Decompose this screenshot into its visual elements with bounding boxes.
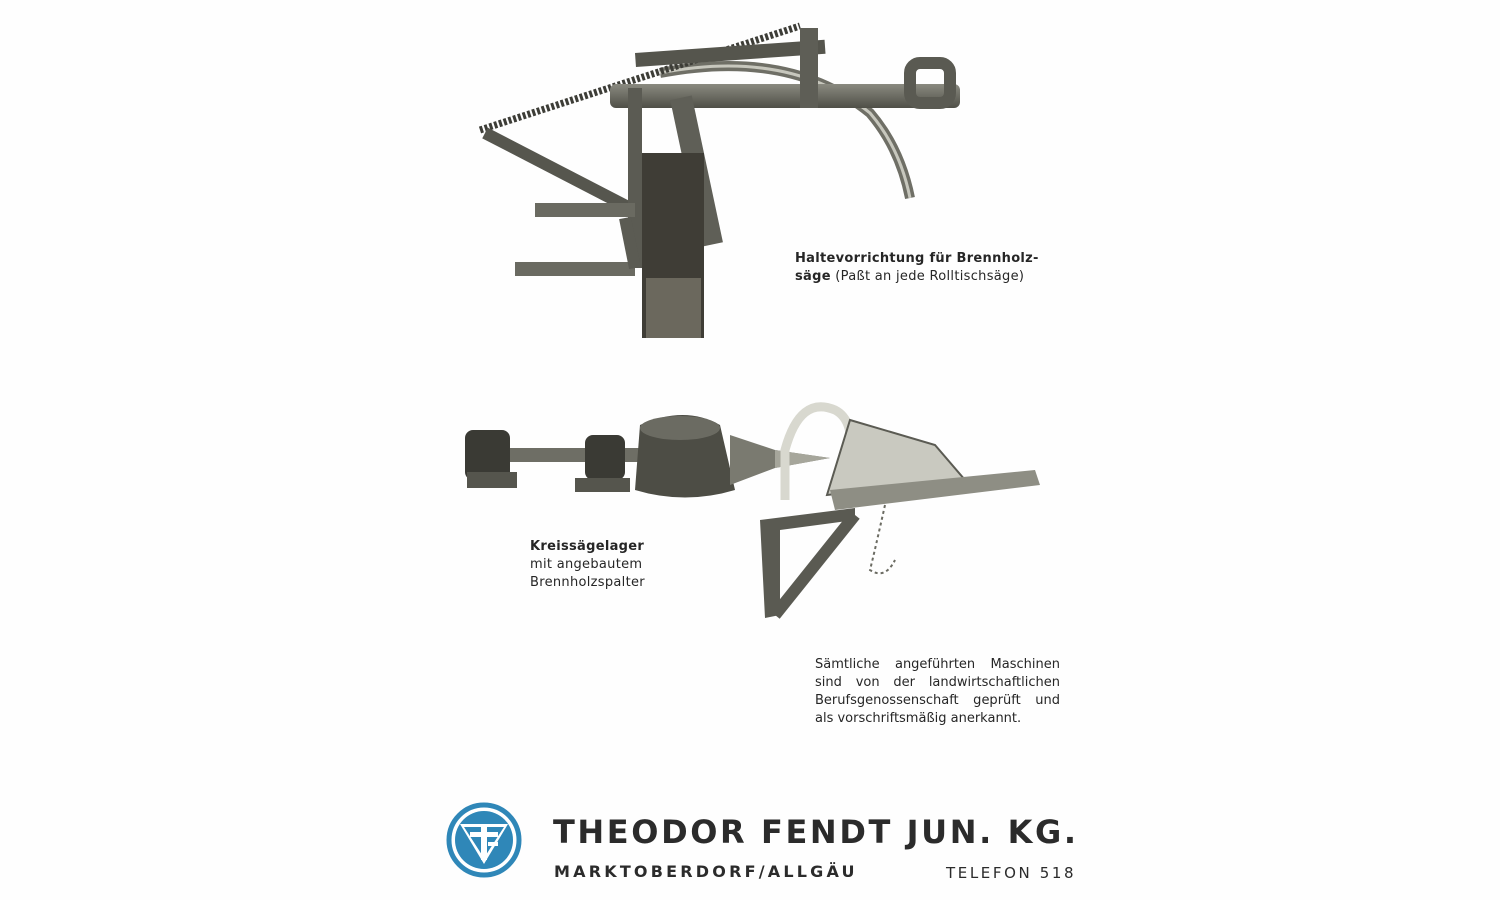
firewood-saw-holder-photo (470, 18, 970, 343)
holder-caption-note: (Paßt an jede Rolltischsäge) (830, 269, 1025, 284)
holder-caption-title: Haltevorrichtung für Brennholz- (795, 251, 1039, 266)
company-city: MARKTOBERDORF/ALLGÄU (554, 862, 858, 881)
bearing-caption (530, 538, 690, 592)
certification-notice: Sämtliche angeführten Maschinen sind von der landwirtschaftlichen Berufsgenossenschaft geprüft und als vorschriftsmäßig anerkannt. (815, 657, 1060, 726)
company-name: THEODOR FENDT JUN. KG. (553, 813, 1079, 851)
company-phone: TELEFON 518 (946, 864, 1077, 882)
bearing-caption-line2: mit angebautem (530, 557, 643, 572)
holder-caption (795, 250, 1055, 286)
bearing-caption-line3: Brennholzspalter (530, 575, 645, 590)
bearing-caption-title: Kreissägelager (530, 539, 645, 554)
holder-caption-title-end: säge (795, 269, 831, 284)
fendt-logo-icon (446, 802, 522, 878)
